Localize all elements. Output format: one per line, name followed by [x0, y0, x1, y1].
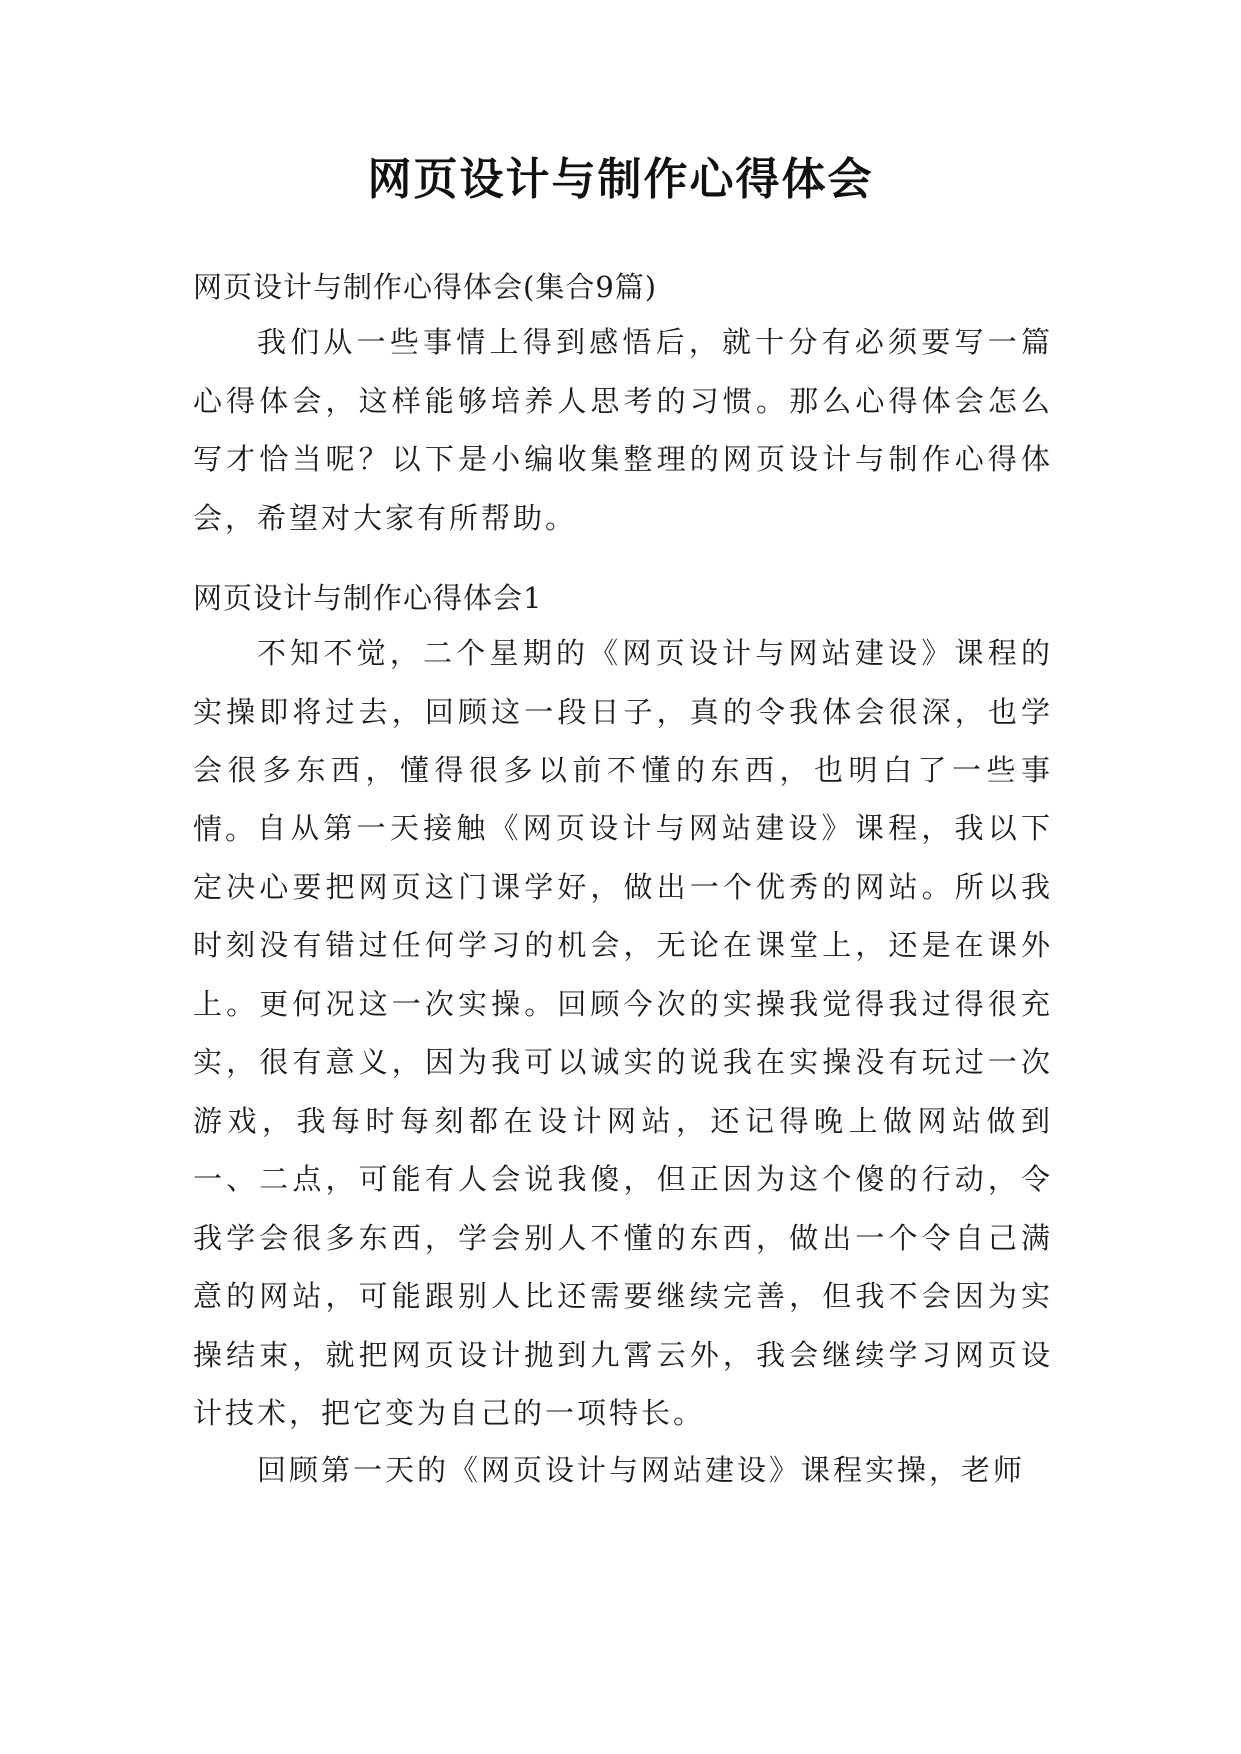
body-paragraph-2: 自从第一天接触《网页设计与网站建设》课程，我以下定决心要把网页这门课学好，做出一个优秀的网站。所以我时刻没有错过任何学习的机会，无论在课堂上，还是在课外上。更何况这一次实操。回顾今次的实操我觉得我过得很充实，很有意义，因为我可以诚实的说我在实操没有玩过一次游戏，我每时每刻都在设计网站，还记得晚上做网站做到一、二点，可能有人会说我傻，但正因为这个傻的行动，令我学会很多东西，学会别人不懂的东西，做出一个令自己满意的网站，可能跟别人比还需要继续完善，但我不会因为实操结束，就把网页设计抛到九霄云外，我会继续学习网页设计技术，把它变为自己的一项特长。 [193, 811, 1053, 1430]
body-paragraph-1: 不知不觉，二个星期的《网页设计与网站建设》课程的实操即将过去，回顾这一段日子，真的令我体会很深，也学会很多东西，懂得很多以前不懂的东西，也明白了一些事情。 [193, 636, 1053, 846]
document-subtitle: 网页设计与制作心得体会(集合9篇) [193, 270, 658, 304]
section-heading: 网页设计与制作心得体会1 [193, 581, 543, 615]
intro-paragraph: 我们从一些事情上得到感悟后，就十分有必须要写一篇心得体会，这样能够培养人思考的习惯。那么心得体会怎么写才恰当呢？以下是小编收集整理的网页设计与制作心得体会，希望对大家有所帮助。 [193, 325, 1053, 535]
body-paragraph-3: 回顾第一天的《网页设计与网站建设》课程实操，老师 [257, 1453, 1026, 1487]
document-title: 网页设计与制作心得体会 [367, 154, 874, 205]
